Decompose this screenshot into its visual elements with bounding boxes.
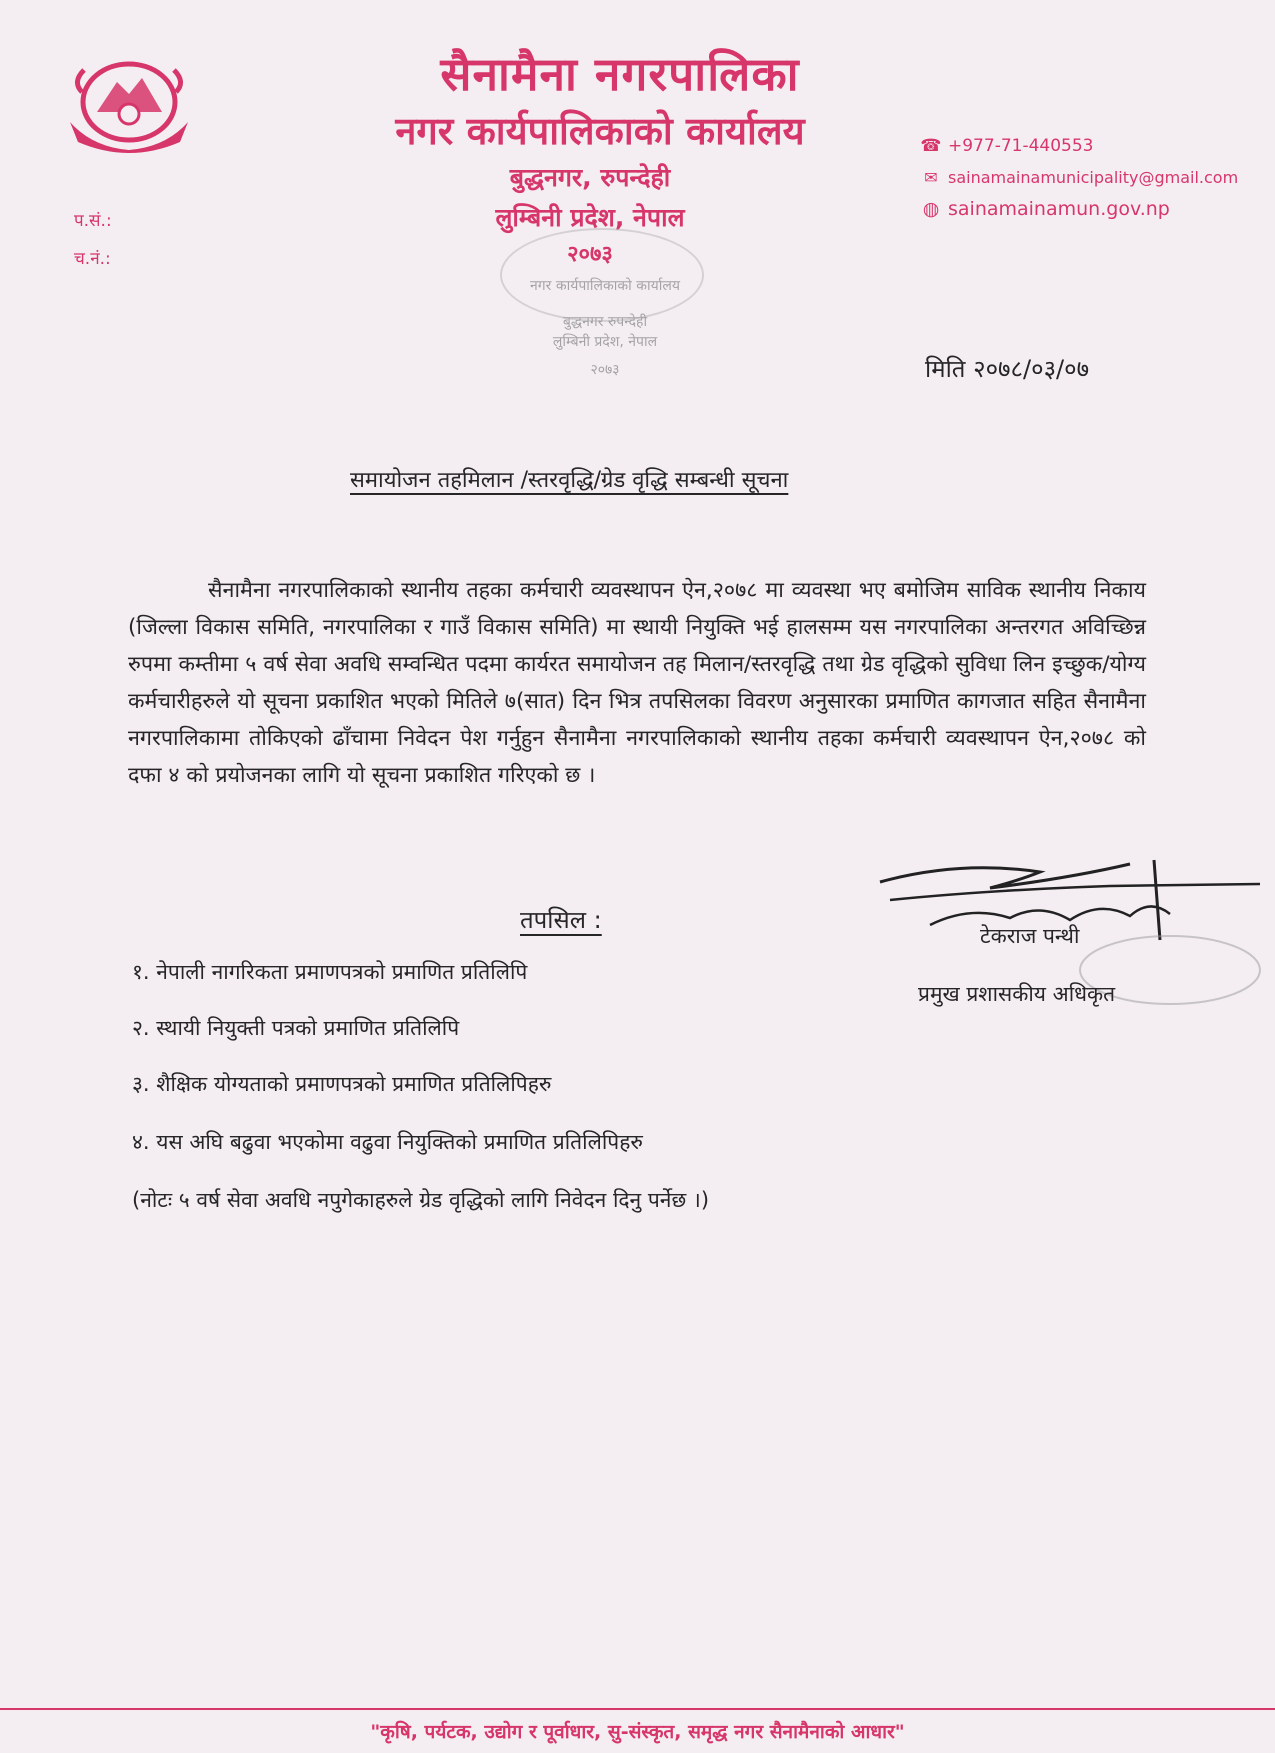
handwritten-date: २०७८/३/६: [970, 942, 974, 943]
address-line-2: लुम्बिनी प्रदेश, नेपाल: [495, 203, 685, 232]
office-title: नगर कार्यपालिकाको कार्यालय: [395, 109, 805, 153]
list-item: १. नेपाली नागरिकता प्रमाणपत्रको प्रमाणित प्रतिलिपि: [132, 960, 528, 984]
notice-body: सैनामैना नगरपालिकाको स्थानीय तहका कर्मचारी व्यवस्थापन ऐन,२०७८ मा व्यवस्था भए बमोजिम साविक स्थानीय निकाय (जिल्ला विकास समिति, नगरपालिका र गाउँ विकास समिति) मा स्थायी नियुक्ति भई हालसम्म यस नगरपालिका अन्तरगत अविच्छिन्न रुपमा कम्तीमा ५ वर्ष सेवा अवधि सम्वन्धित पदमा कार्यरत समायोजन तह मिलान/स्तरवृद्धि तथा ग्रेड वृद्धिको सुविधा लिन इच्छुक/योग्य कर्मचारीहरुले यो सूचना प्रकाशित भएको मितिले ७(सात) दिन भित्र तपसिलका विवरण अनुसारका प्रमाणित कागजात सहित सैनामैना नगरपालिकामा तोकिएको ढाँचामा निवेदन पेश गर्नुहुन सैनामैना नगरपालिकाको स्थानीय तहका कर्मचारी व्यवस्थापन ऐन,२०७८ को दफा ४ को प्रयोजनका लागि यो सूचना प्रकाशित गरिएको छ ।: [128, 578, 1146, 788]
address-line-1: बुद्धनगर, रुपन्देही: [509, 163, 671, 192]
stamp-line-4: २०७३: [590, 362, 620, 378]
signatory-title: प्रमुख प्रशासकीय अधिकृत: [918, 982, 1116, 1006]
notice-note: (नोटः ५ वर्ष सेवा अवधि नपुगेकाहरुले ग्रेड वृद्धिको लागि निवेदन दिनु पर्नेछ ।): [132, 1188, 710, 1212]
list-item: २. स्थायी नियुक्ती पत्रको प्रमाणित प्रतिलिपि: [132, 1016, 460, 1040]
email-address: sainamainamunicipality@gmail.com: [948, 168, 1239, 187]
reference-ps: प.सं.:: [74, 211, 112, 231]
list-item: ३. शैक्षिक योग्यताको प्रमाणपत्रको प्रमाणित प्रतिलिपिहरु: [132, 1072, 552, 1096]
mail-icon: ✉: [924, 168, 938, 187]
phone-icon: ☎: [920, 136, 942, 156]
globe-icon: ◍: [922, 198, 940, 220]
stamp-ring: [500, 228, 704, 322]
notice-date: मिति २०७८/०३/०७: [925, 355, 1090, 383]
stamp-line-2: बुद्धनगर रुपन्देही: [562, 314, 648, 330]
website-contact: [920, 198, 1170, 220]
tapasil-heading: तपसिल :: [520, 906, 602, 934]
municipality-title: सैनामैना नगरपालिका: [440, 47, 800, 101]
list-item: ४. यस अघि बढुवा भएकोमा वढुवा नियुक्तिको प्रमाणित प्रतिलिपिहरु: [132, 1130, 643, 1154]
reference-chn: च.नं.:: [74, 249, 111, 269]
stamp-line-1: नगर कार्यपालिकाको कार्यालय: [530, 278, 680, 294]
phone-number: +977-71-440553: [948, 136, 1094, 156]
office-stamp: [490, 228, 720, 388]
footer-slogan: "कृषि, पर्यटक, उद्योग र पूर्वाधार, सु-संस्कृत, समृद्ध नगर सैनामैनाको आधार": [370, 1721, 905, 1743]
established-year: २०७३: [567, 242, 613, 267]
website-address: sainamainamun.gov.np: [948, 198, 1170, 220]
signatory-name: टेकराज पन्थी: [980, 924, 1080, 948]
footer-divider: [0, 1708, 1275, 1710]
email-contact: [920, 168, 1238, 187]
notice-subject: समायोजन तहमिलान /स्तरवृद्धि/ग्रेड वृद्धि सम्बन्धी सूचना: [350, 468, 789, 493]
phone-contact: [920, 136, 1094, 156]
stamp-line-3: लुम्बिनी प्रदेश, नेपाल: [552, 334, 658, 350]
nepal-emblem-icon: [62, 52, 196, 156]
